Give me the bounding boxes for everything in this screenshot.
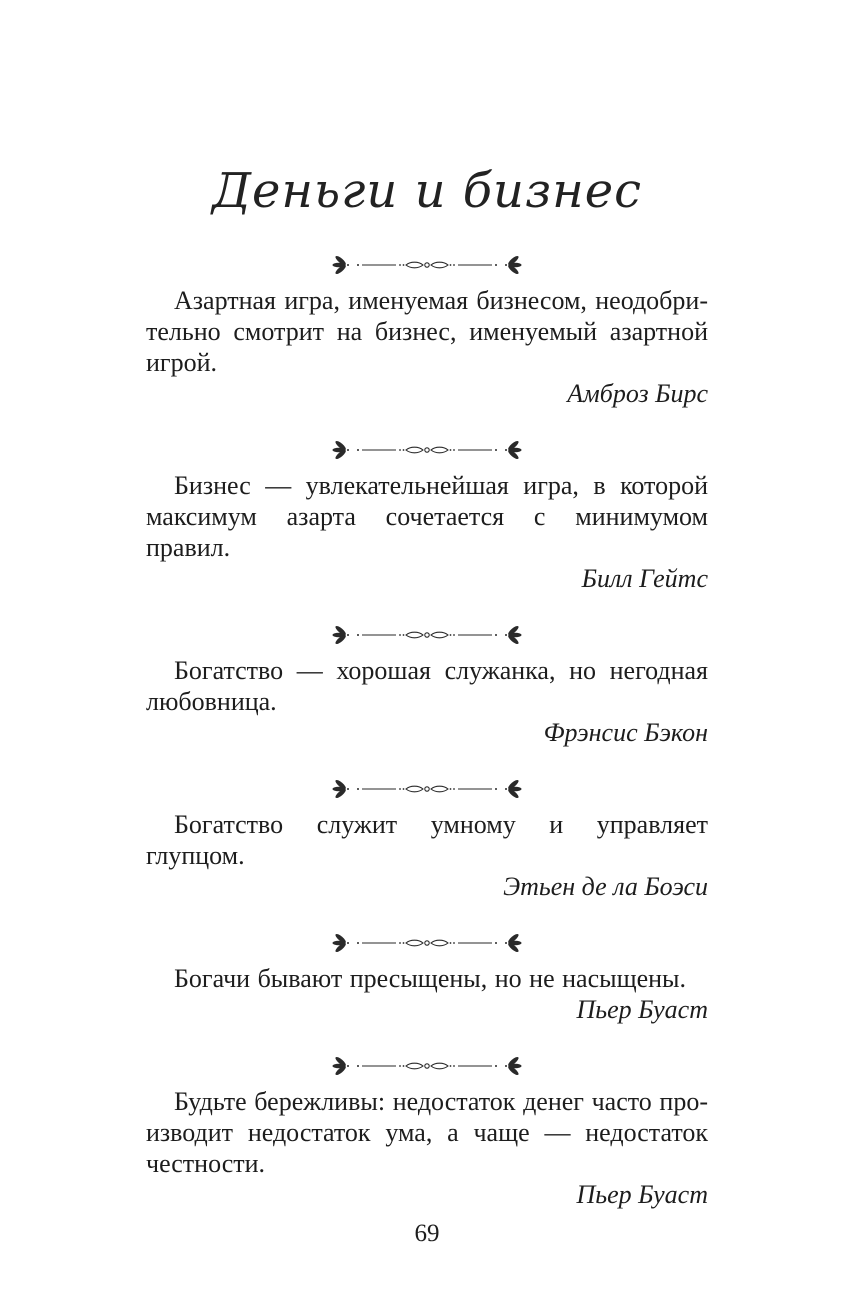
quote-author: Пьер Буаст	[576, 995, 708, 1024]
floral-divider-icon	[332, 779, 522, 799]
quote-text: Будьте бережливы: недостаток денег часто производит недостаток ума, а чаще — недостаток честности.	[146, 1087, 708, 1178]
quote-section	[146, 625, 708, 748]
quote-section	[146, 1056, 708, 1210]
chapter-title: Деньги и бизнес	[211, 163, 643, 219]
quote-author: Пьер Буаст	[576, 1180, 708, 1209]
quotes-list	[146, 255, 708, 1210]
floral-divider-icon	[332, 440, 522, 460]
quote-text: Богачи бывают пресыщены, но не насыщены.	[174, 964, 687, 993]
page-number: 69	[414, 1220, 440, 1247]
floral-divider-icon	[332, 1056, 522, 1076]
quote-section	[146, 779, 708, 902]
quote-section	[146, 933, 708, 1025]
quote-author: Фрэнсис Бэкон	[543, 718, 708, 747]
floral-divider-icon	[332, 933, 522, 953]
quote-author: Билл Гейтс	[581, 564, 708, 593]
quote-text: Бизнес — увлекательнейшая игра, в которой максимум азарта сочетается с минимумом правил.	[146, 471, 708, 562]
floral-divider-icon	[332, 625, 522, 645]
quote-author: Этьен де ла Боэси	[503, 872, 708, 901]
quote-author: Амброз Бирс	[567, 379, 708, 408]
quote-text: Богатство служит умному и управляет глупцом.	[146, 810, 708, 870]
floral-divider-icon	[332, 255, 522, 275]
quote-section	[146, 255, 708, 409]
quote-text: Азартная игра, именуемая бизнесом, неодобрительно смотрит на бизнес, именуемый азартной игрой.	[146, 286, 708, 377]
page-content	[146, 0, 708, 1249]
quote-section	[146, 440, 708, 594]
quote-text: Богатство — хорошая служанка, но негодная любовница.	[146, 656, 708, 716]
